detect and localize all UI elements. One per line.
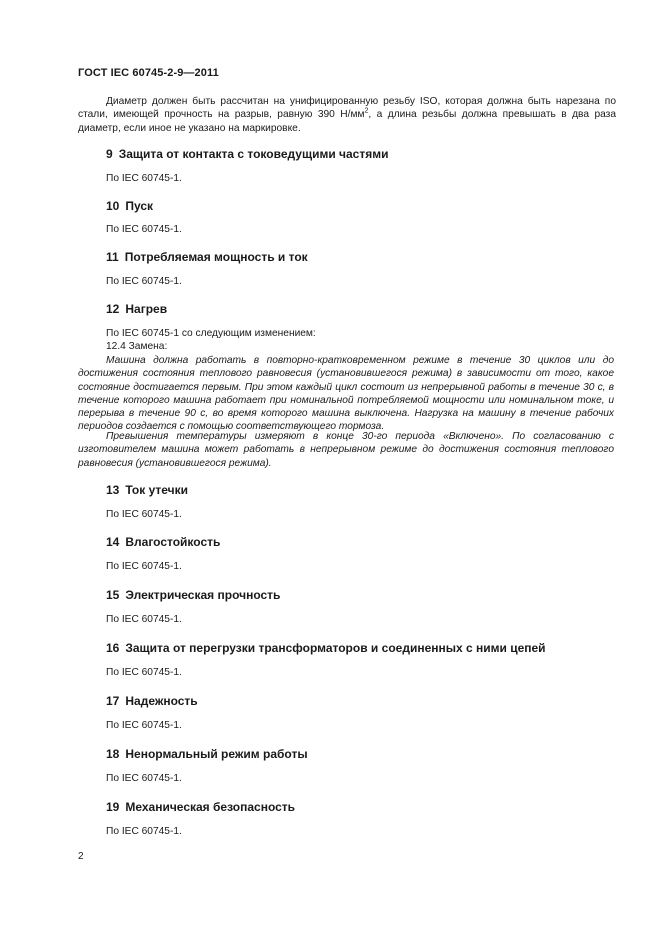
section-number: 18 [106,747,120,761]
section-12-heading [106,302,167,316]
section-13-ref: По IEC 60745-1. [106,509,182,520]
section-title: Электрическая прочность [125,588,281,602]
intro-paragraph [78,95,616,135]
section-title: Надежность [125,694,198,708]
section-number: 14 [106,535,120,549]
section-13-heading [106,483,188,497]
section-title: Нагрев [125,302,168,316]
section-title: Механическая безопасность [125,800,296,814]
intro-text-end: , а длина резьбы должна превышать в два раза диаметр, если иное не указано на маркировке. [78,109,616,134]
section-9-heading [106,147,388,161]
section-15-heading [106,588,280,602]
section-12-paragraph-2: Превышения температуры измеряют в конце 30-го периода «Включено». По согласованию с изготовителем машина может работать в непрерывном режиме до достижения состояния теплового равновесия (установившегося режима). [78,431,614,469]
section-title: Потребляемая мощность и ток [124,250,308,264]
section-number: 13 [106,483,120,497]
section-number: 9 [106,147,113,161]
section-number: 16 [106,641,120,655]
section-number: 15 [106,588,120,602]
section-title: Пуск [125,199,154,213]
section-18-heading [106,747,308,761]
section-10-ref: По IEC 60745-1. [106,224,182,235]
intro-text: Диаметр должен быть рассчитан на унифицированную резьбу ISO, которая должна быть нарезана по стали, имеющей прочность на разрыв, равную 390 Н/мм [78,96,616,121]
section-9-ref: По IEC 60745-1. [106,173,182,184]
section-19-ref: По IEC 60745-1. [106,826,182,837]
section-16-ref: По IEC 60745-1. [106,667,182,678]
section-11-ref: По IEC 60745-1. [106,276,182,287]
section-12-paragraph-1: Машина должна работать в повторно-кратковременном режиме в течение 30 циклов или до достижения состояния теплового равновесия (установившегося режима) в зависимости от того, какое состояние достигается первым. При этом каждый цикл состоит из непрерывной работы в течение 30 с, в течение которого машина работает при номинальной потребляемой мощности или номинальном токе, и перерыва в течение 90 с, во время которого машина выключена. Нагрузка на машину в течение рабочих периодов создается с помощью соответствующего тормоза. [78,355,614,433]
section-17-heading [106,694,198,708]
section-11-heading [106,250,308,264]
clause-12-4: 12.4 Замена: [106,341,168,352]
page-number: 2 [78,851,84,862]
section-title: Ток утечки [125,483,189,497]
intro-superscript: 2 [364,107,369,115]
section-number: 17 [106,694,120,708]
section-number: 11 [106,250,119,264]
section-14-ref: По IEC 60745-1. [106,561,182,572]
document-header: ГОСТ IEC 60745-2-9—2011 [78,67,219,79]
section-15-ref: По IEC 60745-1. [106,614,182,625]
section-title: Защита от контакта с токоведущими частями [118,147,389,161]
section-10-heading [106,199,153,213]
section-number: 12 [106,302,120,316]
section-number: 10 [106,199,120,213]
section-number: 19 [106,800,120,814]
section-19-heading [106,800,295,814]
section-title: Влагостойкость [125,535,221,549]
section-title: Защита от перегрузки трансформаторов и соединенных с ними цепей [125,641,546,655]
section-14-heading [106,535,220,549]
section-title: Ненормальный режим работы [125,747,308,761]
section-12-ref: По IEC 60745-1 со следующим изменением: [106,328,316,339]
section-18-ref: По IEC 60745-1. [106,773,182,784]
section-16-heading [106,641,546,655]
section-17-ref: По IEC 60745-1. [106,720,182,731]
